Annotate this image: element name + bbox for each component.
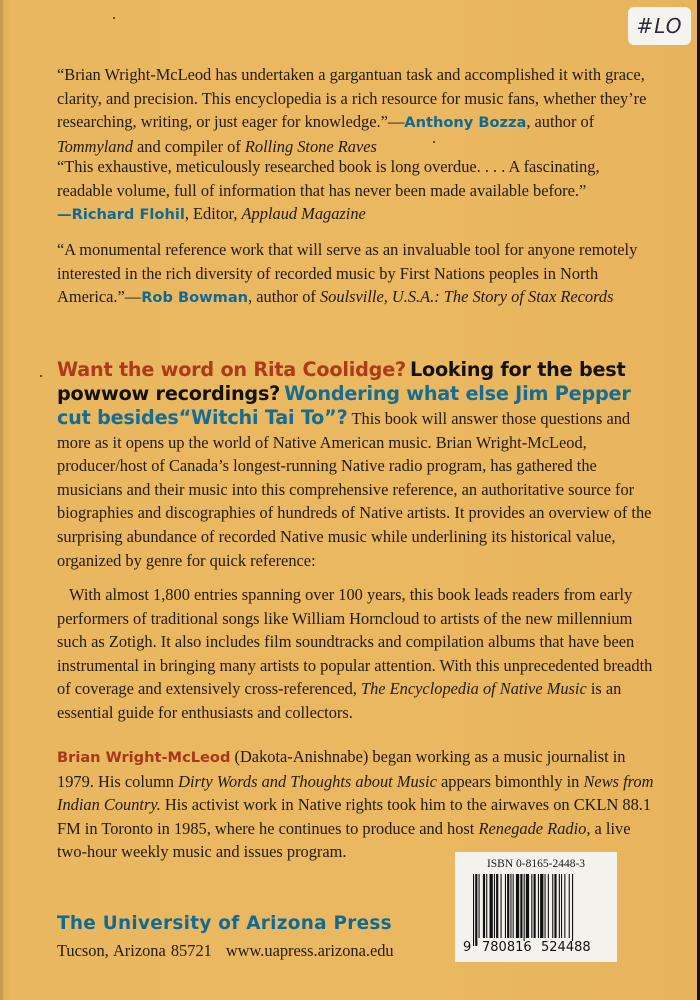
quote-text: “Brian Wright-McLeod has undertaken a gargantuan task and accomplished it with grace, clarity, and precision. This encyclopedia is a rich resource for music fans, whether they’re researching, writing, or just eager for knowledge.”— (57, 65, 647, 132)
isbn-barcode (455, 852, 617, 962)
quote-work: Applaud Magazine (241, 204, 366, 224)
barcode-bar (561, 874, 562, 938)
barcode-bar (540, 874, 543, 938)
barcode-bar (494, 874, 495, 938)
blurb-flohil (57, 155, 657, 227)
barcode-bar (486, 874, 487, 938)
bio-text: His activist work in Native rights took him to the airwaves on CKLN 88.1 FM in Toronto in 1985, where he continues to produce and host (57, 795, 652, 838)
bio-column-title: Dirty Words and Thoughts about Music (178, 771, 437, 791)
paragraph-text: With almost 1,800 entries spanning over 100 years, this book leads readers from early performers of traditional songs like William Horncloud to artists of the new millennium such as Zotigh. It also includes film soundtracks and compilation albums that have been instrumental in bringing many artists to popular attention. With this unprecedented breadth of coverage and extensively cross-referenced, (57, 585, 653, 699)
blurb-bozza (57, 63, 657, 158)
quote-work: Rolling Stone Raves (244, 136, 377, 156)
barcode-bar (538, 874, 539, 938)
barcode-digits-left: 780816 (482, 940, 532, 955)
barcode-lead-digit: 9 (463, 940, 472, 955)
isbn-label: ISBN 0-8165-2448-3 (486, 858, 586, 870)
barcode-bar (552, 874, 553, 938)
barcode-bar (559, 874, 560, 938)
barcode-bar (513, 874, 514, 938)
barcode-bar (501, 874, 502, 938)
barcode-bar (534, 874, 536, 938)
publisher-name: The University of Arizona Press (57, 913, 392, 934)
barcode-bar (479, 874, 480, 938)
publisher-address (57, 941, 394, 961)
description-paragraph-2 (57, 583, 657, 725)
publisher-city: Tucson, Arizona 85721 (57, 941, 212, 960)
barcode-bar (520, 874, 522, 938)
bio-text: a live two-hour weekly music and issues program. (57, 818, 631, 862)
barcode-bar (516, 874, 519, 938)
barcode-bar (496, 874, 498, 938)
bio-show-title: Renegade Radio, (478, 818, 591, 838)
quote-text: “A monumental reference work that will serve as an invaluable tool for anyone remotely interested in the rich diversity of recorded music by First Nations peoples in North America.”— (57, 240, 638, 307)
price-sticker (628, 7, 691, 45)
barcode-bar (548, 874, 549, 938)
barcode-bar (475, 874, 477, 946)
book-title: The Encyclopedia of Native Music (360, 679, 587, 699)
bullet-dot (40, 375, 42, 377)
quote-dash: — (57, 206, 72, 224)
author-bio (57, 745, 657, 864)
barcode-digits-right: 524488 (541, 940, 591, 955)
barcode-bar (505, 874, 506, 938)
quote-author: Rob Bowman (141, 289, 249, 307)
book-description (57, 358, 657, 572)
bio-paper-title: News from Indian Country. (57, 771, 654, 815)
quote-credit: , author of (248, 287, 320, 307)
barcode-bar (507, 874, 509, 938)
barcode-bar (524, 874, 525, 946)
barcode-bar (490, 874, 493, 938)
sticker-label: #LO (636, 14, 683, 38)
bio-author-name: Brian Wright-McLeod (57, 749, 231, 766)
barcode-bar (473, 874, 474, 946)
quote-credit: and compiler of (132, 136, 245, 156)
barcode-bar (564, 874, 565, 938)
cover-left-edge (0, 0, 3, 1000)
barcode-bars (473, 874, 603, 946)
barcode-bar (483, 874, 485, 938)
barcode-bar (572, 874, 573, 946)
quote-author: Richard Flohil (71, 206, 185, 224)
quote-work: Tommyland (57, 136, 133, 156)
bio-text: (Dakota-Anishnabe) began working as a music journalist in 1979. His column (57, 747, 626, 791)
headline-question-blue: Wondering what else Jim Pepper cut besides“Witchi Tai To”? (57, 382, 631, 429)
headline-question-red: Want the word on Rita Coolidge? (57, 358, 406, 381)
publisher-url: www.uapress.arizona.edu (225, 941, 394, 960)
quote-text: “This exhaustive, meticulously researched book is long overdue. . . . A fascinating, readable volume, full of information that has never been made available before.” (57, 157, 600, 200)
barcode-bar (545, 874, 546, 938)
paragraph-text: is an essential guide for enthusiasts and collectors. (57, 679, 622, 722)
quote-credit: , Editor, (184, 204, 242, 224)
description-text: This book will answer those questions and more as it opens up the world of Native American music. Brian Wright-McLeod, producer/host of Canada’s longest-running Native radio program, has gathered the musicians and their music into this comprehensive reference, an authoritative source for biographies and discographies of hundreds of Native artists. It provides an overview of the surprising abundance of recorded Native music while underlining its historical value, organized by genre for quick reference: (57, 409, 652, 570)
headline-question-black: Looking for the best powwow recordings? (57, 358, 626, 405)
quote-work: Soulsville, U.S.A.: The Story of Stax Records (319, 287, 614, 307)
bio-text: appears bimonthly in (436, 771, 584, 791)
barcode-bar (531, 874, 532, 938)
quote-credit: , author of (526, 112, 595, 132)
blurb-bowman (57, 238, 657, 310)
barcode-bar (569, 874, 570, 938)
speck (113, 17, 115, 19)
quote-author: Anthony Bozza (404, 114, 527, 132)
barcode-bar (554, 874, 556, 938)
barcode-bar (526, 874, 529, 938)
barcode-bar (510, 874, 511, 938)
